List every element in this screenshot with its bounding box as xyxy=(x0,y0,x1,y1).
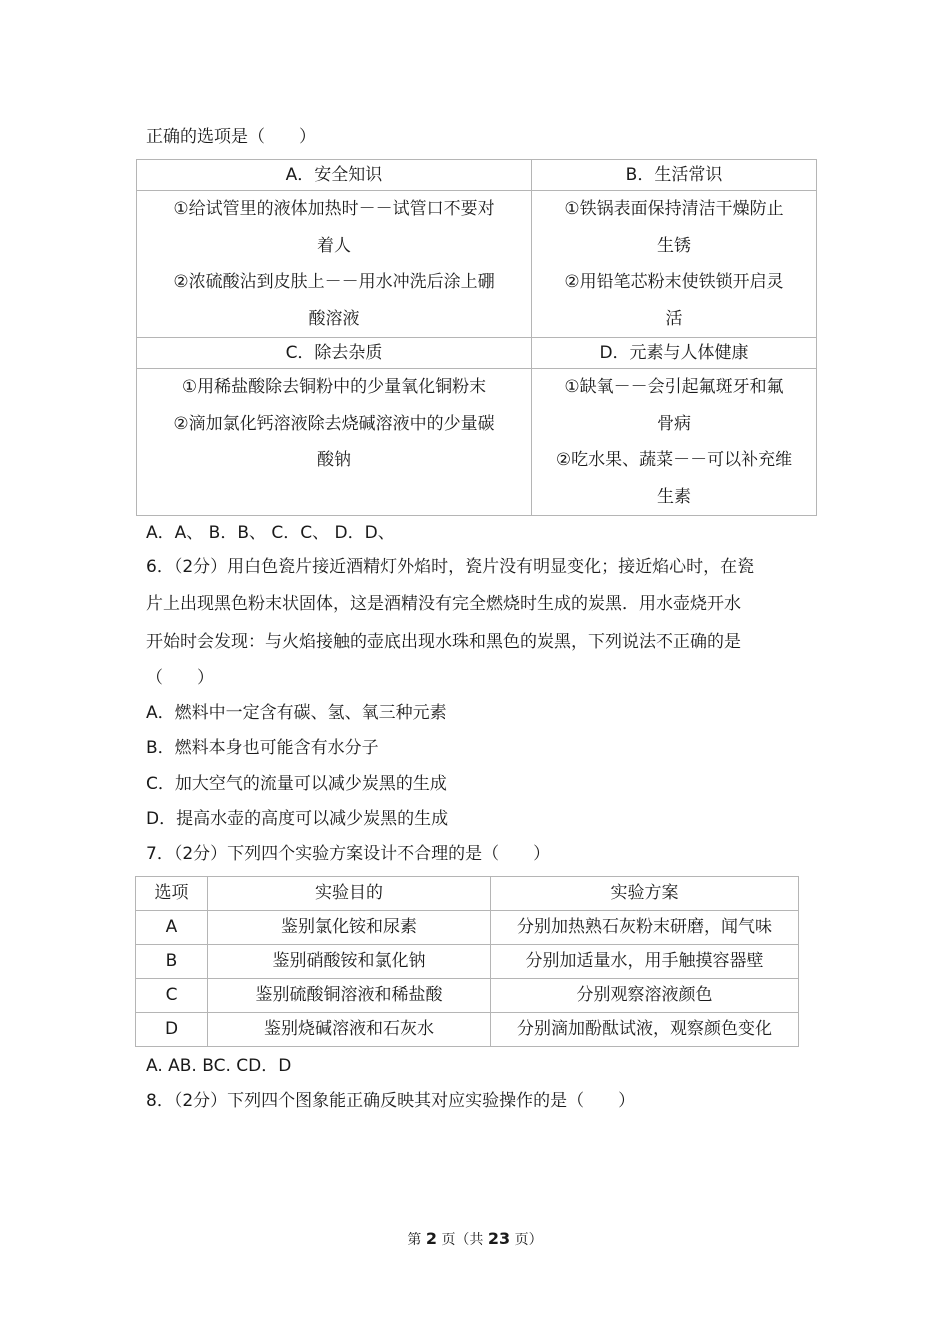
footer-prefix: 第 xyxy=(407,1232,422,1248)
question-6-stem-line: 开始时会发现：与火焰接触的壶底出现水珠和黑色的炭黑，下列说法不正确的是 xyxy=(146,632,741,652)
header-impurity-removal: C．除去杂质 xyxy=(137,338,532,369)
question-6-option-a: A．燃料中一定含有碳、氢、氧三种元素 xyxy=(146,703,447,723)
question-6-option-b: B．燃料本身也可能含有水分子 xyxy=(146,738,379,758)
plan-cell: 分别加适量水，用手触摸容器壁 xyxy=(491,945,799,979)
header-plan: 实验方案 xyxy=(491,877,799,911)
cell-line: ②浓硫酸沾到皮肤上－－用水冲洗后涂上硼 xyxy=(173,272,495,292)
option-label: B xyxy=(136,945,208,979)
cell-line: 骨病 xyxy=(657,413,691,434)
plan-cell: 分别滴加酚酞试液，观察颜色变化 xyxy=(491,1013,799,1047)
cell-line: 酸溶液 xyxy=(308,308,360,329)
table-row xyxy=(136,911,799,945)
option-label: D xyxy=(136,1013,208,1047)
cell-line: 生素 xyxy=(657,486,691,507)
cell-line: 活 xyxy=(665,308,683,329)
question-5-options: A．A、 B．B、 C．C、 D．D、 xyxy=(146,523,395,543)
cell-line: ①缺氧－－会引起氟斑牙和氟 xyxy=(564,377,784,397)
purpose-cell: 鉴别氯化铵和尿素 xyxy=(208,911,491,945)
cell-impurity-removal xyxy=(137,369,532,516)
footer-total-pages: 23 xyxy=(487,1229,511,1248)
cell-line: ①铁锅表面保持清洁干燥防止 xyxy=(564,199,784,219)
header-purpose: 实验目的 xyxy=(208,877,491,911)
cell-safety-knowledge xyxy=(137,191,532,338)
table-row xyxy=(136,945,799,979)
purpose-cell: 鉴别烧碱溶液和石灰水 xyxy=(208,1013,491,1047)
header-life-knowledge: B．生活常识 xyxy=(532,160,817,191)
question-6-option-c: C．加大空气的流量可以减少炭黑的生成 xyxy=(146,774,447,794)
footer-middle: 页（共 xyxy=(441,1232,484,1248)
question-6-stem-line: 片上出现黑色粉末状固体，这是酒精没有完全燃烧时生成的炭黑．用水壶烧开水 xyxy=(146,594,741,614)
question-5-intro: 正确的选项是（ ） xyxy=(146,127,316,147)
cell-line: ②滴加氯化钙溶液除去烧碱溶液中的少量碳 xyxy=(173,413,495,434)
experiment-table xyxy=(135,876,799,1047)
question-6-stem-line: 6．（2分）用白色瓷片接近酒精灯外焰时，瓷片没有明显变化；接近焰心时，在瓷 xyxy=(146,557,755,577)
cell-line: ②吃水果、蔬菜－－可以补充维 xyxy=(555,450,793,470)
header-safety-knowledge: A．安全知识 xyxy=(137,160,532,191)
cell-line: ①用稀盐酸除去铜粉中的少量氧化铜粉末 xyxy=(181,377,487,397)
question-6-stem-line: （ ） xyxy=(146,668,214,688)
page-footer xyxy=(0,1229,950,1249)
knowledge-table xyxy=(136,159,817,516)
plan-cell: 分别加热熟石灰粉末研磨，闻气味 xyxy=(491,911,799,945)
table-row xyxy=(136,1013,799,1047)
cell-line: 生锈 xyxy=(657,235,691,256)
cell-elements-health xyxy=(532,369,817,516)
table-row xyxy=(136,979,799,1013)
plan-cell: 分别观察溶液颜色 xyxy=(491,979,799,1013)
question-8-stem: 8．（2分）下列四个图象能正确反映其对应实验操作的是（ ） xyxy=(146,1091,636,1111)
header-elements-health: D．元素与人体健康 xyxy=(532,338,817,369)
footer-page-number: 2 xyxy=(425,1229,437,1248)
option-label: C xyxy=(136,979,208,1013)
question-7-options: A. AB. BC. CD．D xyxy=(146,1056,292,1076)
purpose-cell: 鉴别硝酸铵和氯化钠 xyxy=(208,945,491,979)
cell-line: ①给试管里的液体加热时－－试管口不要对 xyxy=(173,199,495,219)
cell-line: ②用铅笔芯粉末使铁锁开启灵 xyxy=(564,272,784,292)
purpose-cell: 鉴别硫酸铜溶液和稀盐酸 xyxy=(208,979,491,1013)
question-6-option-d: D．提高水壶的高度可以减少炭黑的生成 xyxy=(146,809,449,829)
cell-life-knowledge xyxy=(532,191,817,338)
footer-suffix: 页） xyxy=(514,1232,543,1248)
cell-line: 着人 xyxy=(317,235,351,256)
cell-line: 酸钠 xyxy=(317,450,351,470)
question-7-stem: 7．（2分）下列四个实验方案设计不合理的是（ ） xyxy=(146,844,551,864)
option-label: A xyxy=(136,911,208,945)
header-option: 选项 xyxy=(136,877,208,911)
